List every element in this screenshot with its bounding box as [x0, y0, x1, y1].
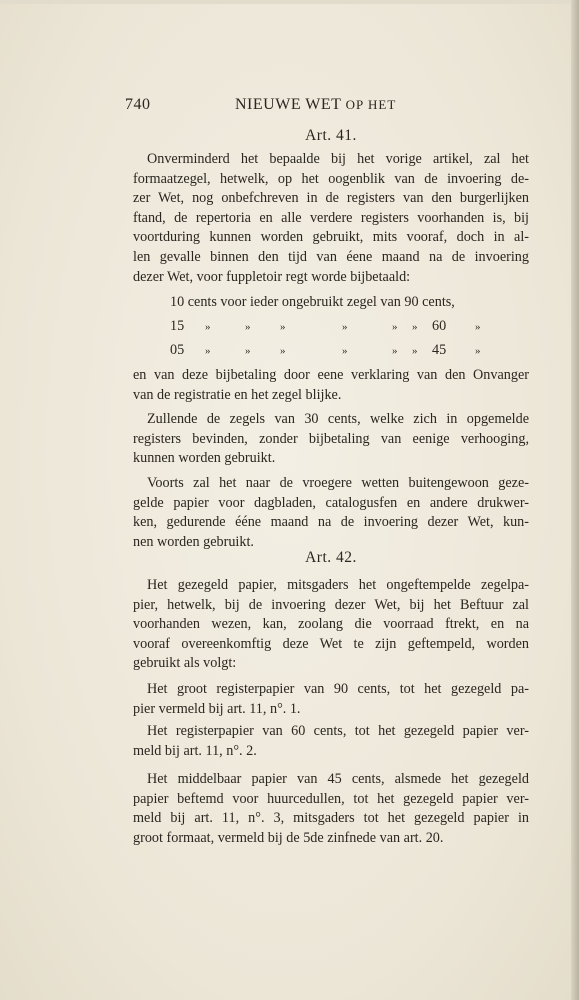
page-fore-edge: [571, 0, 579, 1000]
article-42-paragraph-2: [133, 680, 529, 719]
text-line: ken, gedurende ééne maand na de invoering dezer Wet, kun-: [133, 514, 529, 531]
ditto-mark: »: [392, 345, 398, 357]
text-line: Het registerpapier van 60 cents, tot het gezegeld papier ver-: [147, 723, 529, 739]
article-41-paragraph-2: [133, 410, 529, 469]
text-line: gelde papier voor dagbladen, catalogusfen en andere drukwer-: [133, 494, 529, 511]
ditto-mark: »: [342, 345, 348, 357]
text-line: groot formaat, vermeld bij de 5de zinfnede van art. 20.: [133, 829, 444, 846]
article-41-heading: Art. 41.: [305, 127, 357, 144]
article-41-paragraph-1-end: [133, 366, 529, 405]
ditto-mark: »: [392, 321, 398, 333]
article-41-paragraph-3: [133, 474, 529, 552]
text-line: Het groot registerpapier van 90 cents, tot het gezegeld pa-: [147, 681, 529, 697]
text-line: Voorts zal het naar de vroegere wetten buitengewoon geze-: [147, 475, 529, 491]
ditto-mark: »: [412, 321, 418, 333]
article-42-heading: Art. 42.: [305, 549, 357, 566]
text-line: Het middelbaar papier van 45 cents, alsmede het gezegeld: [147, 771, 529, 787]
article-42-paragraph-1: [133, 576, 529, 674]
running-title-small: OP HET: [345, 97, 397, 112]
ditto-mark: »: [280, 345, 286, 357]
ditto-mark: »: [475, 345, 481, 357]
rate-first: 05: [170, 342, 185, 358]
text-line: zer Wet, nog onbefchreven in de registers van den burgerlijken: [133, 190, 529, 207]
text-line: registers bevinden, zonder bijbetaling van eenige verhooging,: [133, 430, 529, 447]
ditto-mark: »: [342, 321, 348, 333]
text-line: kunnen worden gebruikt.: [133, 450, 276, 467]
running-header: [125, 96, 511, 118]
ditto-mark: »: [475, 321, 481, 333]
text-line: Zullende de zegels van 30 cents, welke zich in opgemelde: [147, 411, 529, 427]
text-line: van de registratie en het zegel blijke.: [133, 386, 342, 403]
text-line: meld bij art. 11, n°. 3, mitsgaders tot het gezegeld papier in: [133, 810, 529, 827]
running-title: [235, 96, 396, 114]
text-line: papier beftemd voor huurcedullen, tot het gezegeld papier ver-: [133, 790, 529, 807]
ditto-mark: »: [245, 321, 251, 333]
page-number: 740: [125, 96, 151, 113]
rate-value: 45: [432, 342, 447, 358]
running-title-main: NIEUWE WET: [235, 96, 342, 113]
text-line: len gevalle binnen den tijd van éene maand na de invoering: [133, 248, 529, 265]
rate-row-text: 10 cents voor ieder ongebruikt zegel van 90 cents,: [170, 294, 455, 310]
rate-first: 15: [170, 318, 185, 334]
text-line: gebruikt als volgt:: [133, 655, 237, 672]
text-line: pier, hetwelk, bij de invoering dezer Wet, bij het Beftuur zal: [133, 596, 529, 613]
article-41-paragraph-1: [133, 150, 529, 287]
ditto-mark: »: [412, 345, 418, 357]
text-line: ftand, de repertoria en alle verdere registers voorhanden is, bij: [133, 209, 529, 226]
page-top-edge: [0, 0, 571, 4]
text-line: dezer Wet, voor fuppletoir regt worde bijbetaald:: [133, 268, 411, 285]
rate-value: 60: [432, 318, 447, 334]
ditto-mark: »: [280, 321, 286, 333]
article-42-paragraph-4: [133, 770, 529, 848]
article-42-paragraph-3: [133, 722, 529, 761]
text-line: nen worden gebruikt.: [133, 533, 254, 550]
text-line: voorhanden wezen, kan, zoolang die voorraad ftrekt, en na: [133, 616, 529, 633]
text-line: Het gezegeld papier, mitsgaders het ongeftempelde zegelpa-: [147, 577, 529, 593]
text-line: formaatzegel, hetwelk, op het oogenblik van de invoering de-: [133, 170, 529, 187]
ditto-mark: »: [205, 321, 211, 333]
ditto-mark: »: [205, 345, 211, 357]
text-line: Onverminderd het bepaalde bij het vorige artikel, zal het: [147, 151, 529, 167]
text-line: vooraf overeenkomftig deze Wet te zijn geftempeld, worden: [133, 635, 529, 652]
text-line: pier vermeld bij art. 11, n°. 1.: [133, 700, 301, 717]
text-line: en van deze bijbetaling door eene verklaring van den Onvanger: [133, 367, 529, 383]
text-line: meld bij art. 11, n°. 2.: [133, 742, 257, 759]
text-line: voortduring kunnen worden gebruikt, mits vooraf, doch in al-: [133, 229, 529, 246]
ditto-mark: »: [245, 345, 251, 357]
